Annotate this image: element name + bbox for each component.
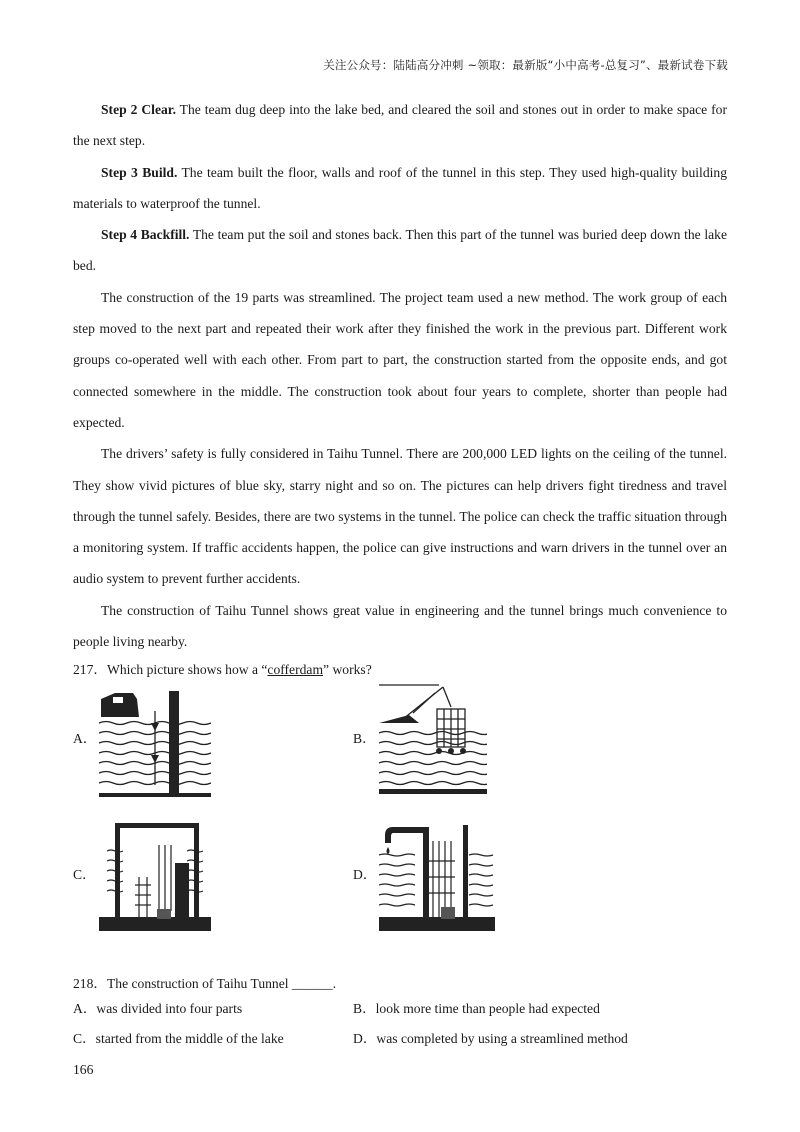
question-number: 217． (73, 662, 107, 678)
page-number: 166 (73, 1062, 94, 1077)
question-text-post: ” works? (323, 662, 372, 678)
paragraph-step2 (73, 94, 727, 157)
paragraph-text: The team put the soil and stones back. Then this part of the tunnel was buried deep down the lake bed. (73, 227, 727, 274)
paragraph-conclusion (73, 595, 727, 658)
picture-d-pump[interactable] (379, 821, 495, 933)
answer-c[interactable]: C．started from the middle of the lake (73, 1031, 284, 1047)
paragraph-lead: Step 2 Clear. (101, 102, 176, 117)
question-text-pre: Which picture shows how a “ (106, 662, 268, 678)
picture-a-pile-driver[interactable] (99, 689, 211, 797)
paragraph-step3 (73, 157, 727, 220)
paragraph-text: The team built the floor, walls and roof of the tunnel in this step. They used high-quality building materials to waterproof the tunnel. (73, 164, 727, 211)
question-217 (73, 657, 727, 683)
answer-b[interactable]: B．look more time than people had expected (353, 1001, 600, 1017)
picture-c-cofferdam-frame[interactable] (99, 821, 211, 933)
paragraph-text: The construction of the 19 parts was streamlined. The project team used a new method. The work group of each step moved to the next part and repeated their work after they finished the work in the previous part. Different work groups co-operated well with each other. From part to part, the construction started from the opposite ends, and got connected somewhere in the middle. The construction took about four years to complete, shorter than people had expected. (73, 289, 727, 430)
paragraph-lead: Step 3 Build. (101, 164, 178, 180)
paragraph-safety (73, 438, 727, 594)
option-c-label[interactable]: C． (73, 867, 96, 883)
paragraph-text: The team dug deep into the lake bed, and cleared the soil and stones out in order to make space for the next step. (73, 102, 727, 149)
paragraph-lead: Step 4 Backfill. (101, 227, 190, 243)
answer-d[interactable]: D．was completed by using a streamlined method (353, 1031, 628, 1047)
question-218: 218．The construction of Taihu Tunnel ______. (73, 976, 337, 992)
paragraph-construction (73, 282, 727, 438)
picture-b-crane[interactable] (379, 683, 487, 795)
page-header: 关注公众号：陆陆高分冲刺 ~领取：最新版“小中高考-总复习”、最新试卷下载 (323, 58, 728, 72)
question-term: cofferdam (267, 662, 324, 678)
option-a-label[interactable]: A． (73, 731, 97, 747)
paragraph-text: The construction of Taihu Tunnel shows great value in engineering and the tunnel brings much convenience to people living nearby. (73, 602, 727, 650)
paragraph-step4 (73, 219, 727, 282)
option-d-label[interactable]: D． (353, 867, 377, 883)
answer-options-218 (73, 997, 727, 1057)
answer-a[interactable]: A．was divided into four parts (73, 1001, 243, 1017)
option-b-label[interactable]: B． (353, 731, 376, 747)
picture-options (73, 683, 727, 971)
passage (73, 94, 727, 1057)
paragraph-text: The drivers’ safety is fully considered in Taihu Tunnel. There are 200,000 LED lights on the ceiling of the tunnel. They show vivid pictures of blue sky, starry night and so on. The pictures can help drivers fight tiredness and travel through the tunnel safely. Besides, there are two systems in the tunnel. The police can check the traffic situation through a monitoring system. If traffic accidents happen, the police can give instructions and warn drivers in the tunnel over an audio system to prevent further accidents. (73, 446, 727, 587)
